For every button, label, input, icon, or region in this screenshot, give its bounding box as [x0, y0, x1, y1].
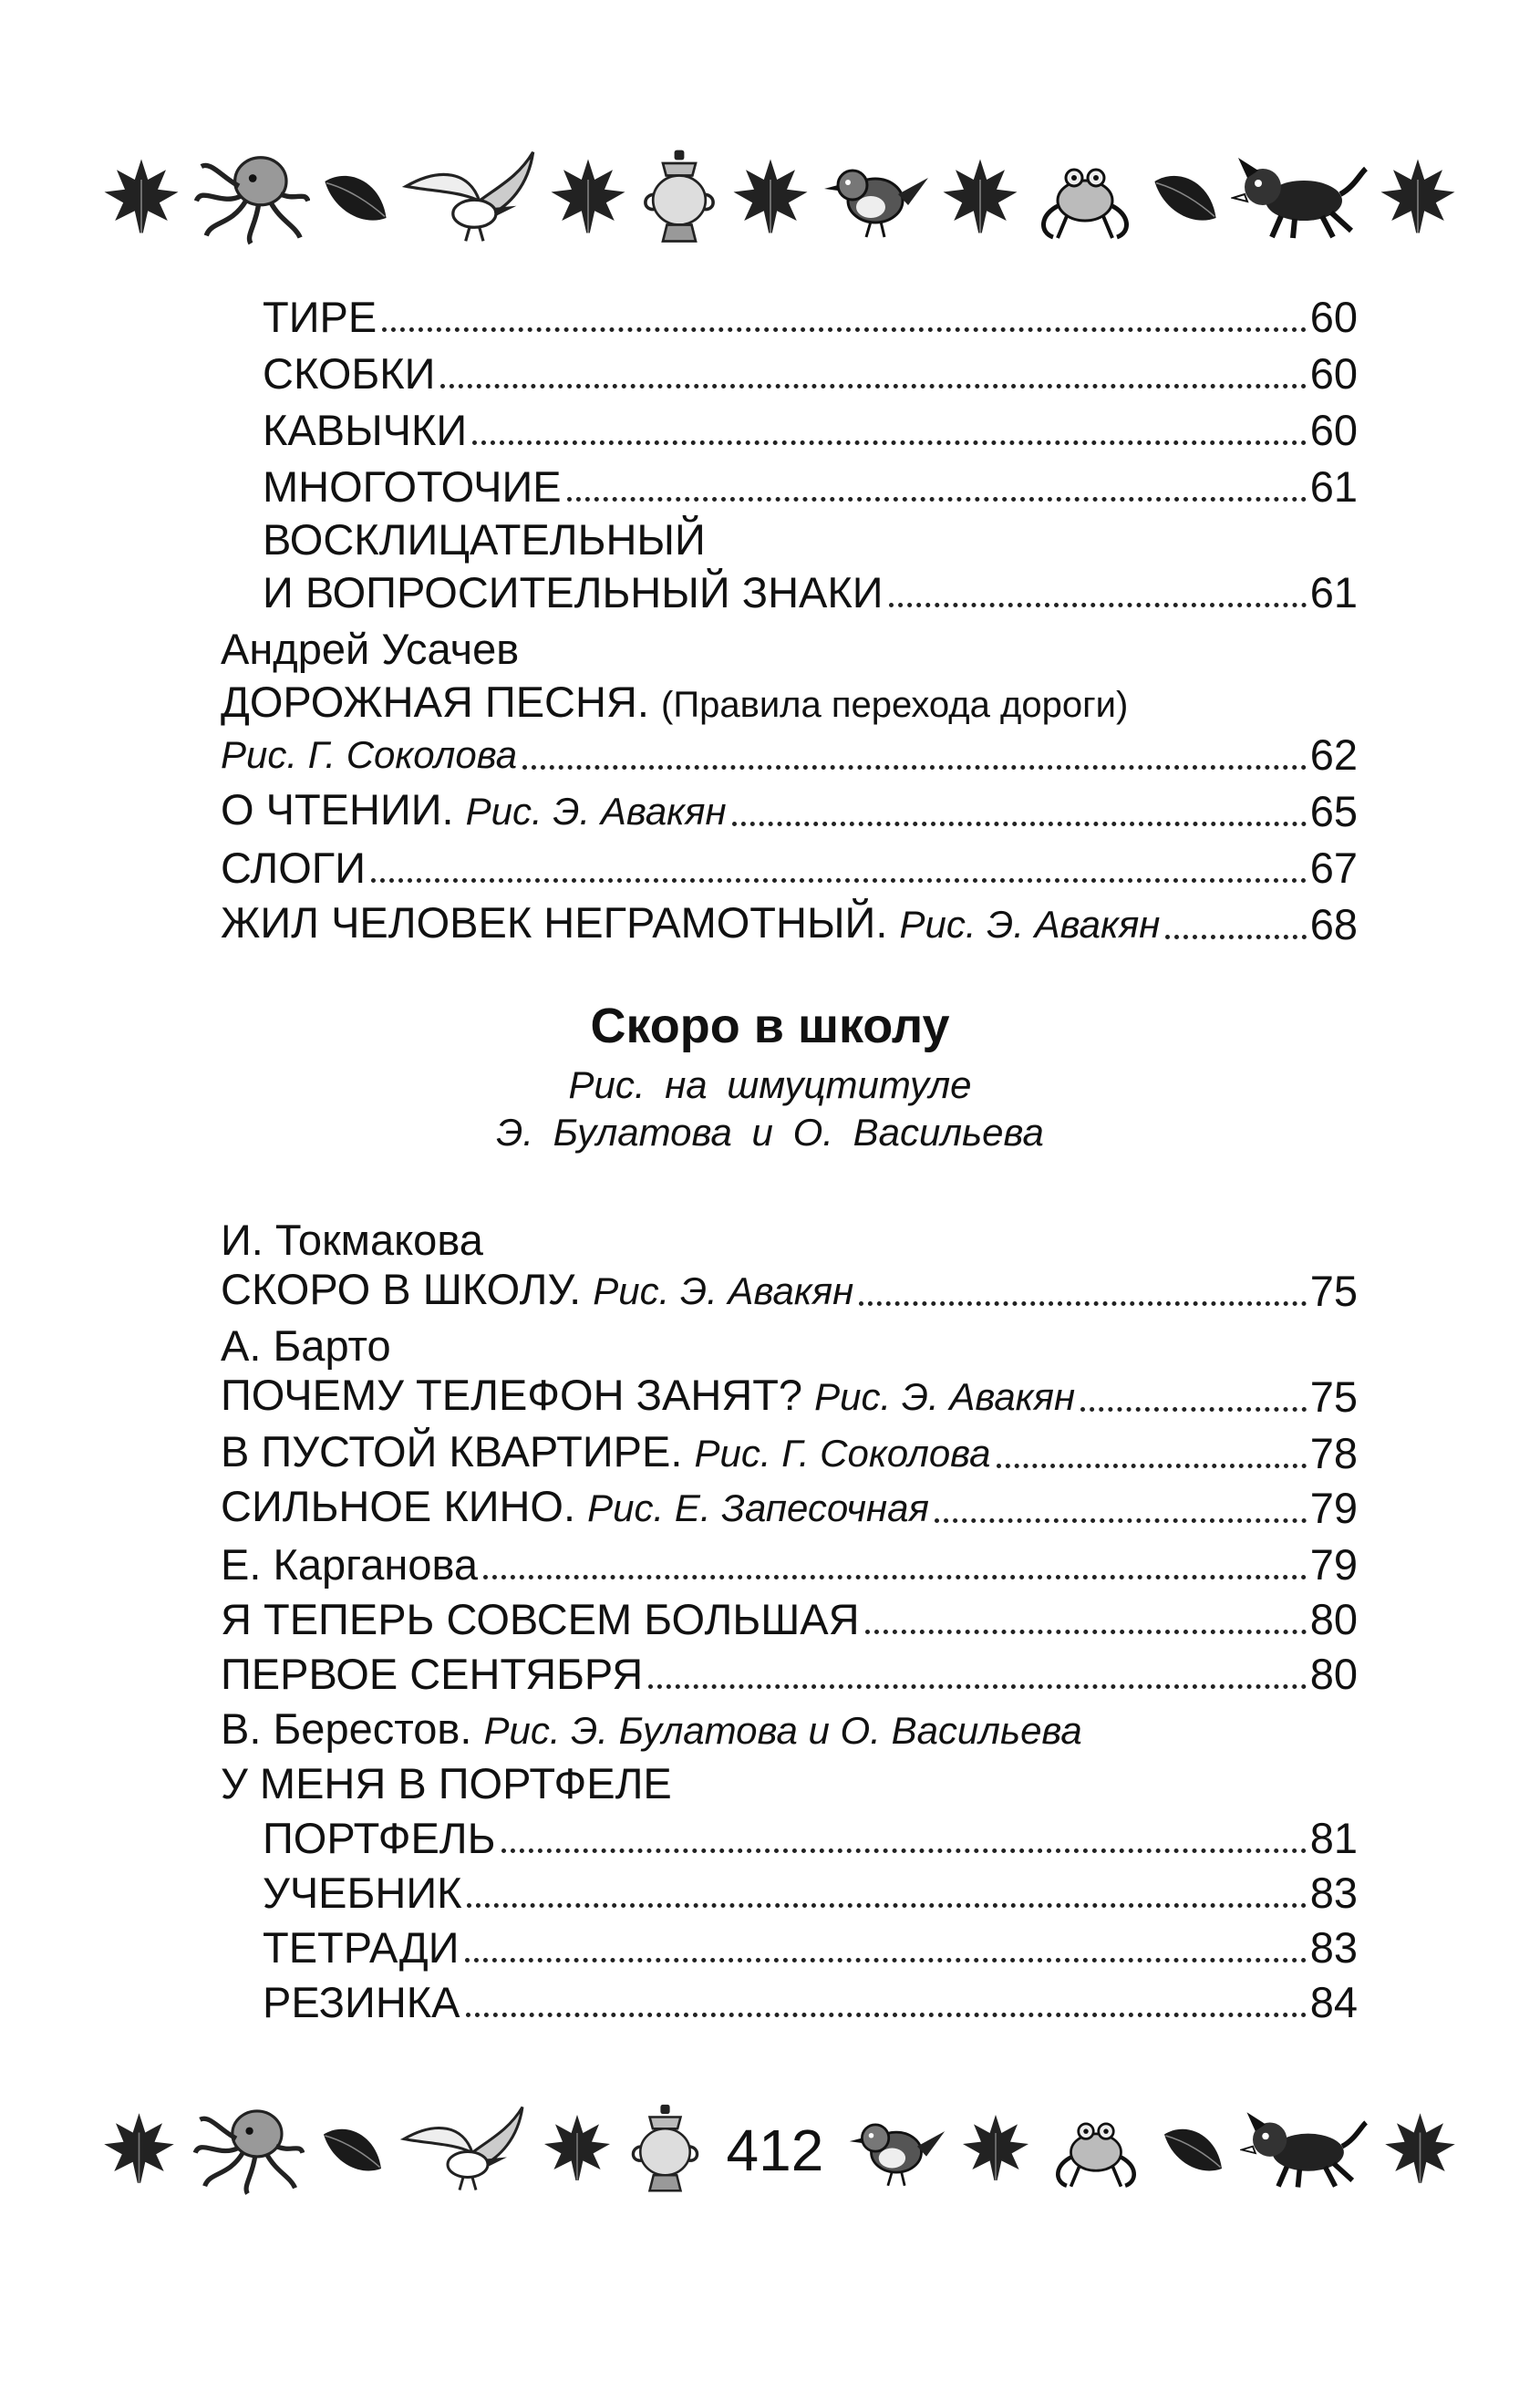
- page-ref: 78: [1309, 1429, 1358, 1477]
- samovar-icon: [638, 146, 720, 246]
- page-ref: 65: [1309, 787, 1358, 835]
- toc-entry: [221, 728, 1358, 782]
- illustrator: Рис. Е. Запесочная: [587, 1486, 929, 1529]
- page-ref: 83: [1309, 1869, 1358, 1917]
- seagull-icon: [399, 2100, 527, 2196]
- page-ref: 83: [1309, 1923, 1358, 1972]
- leaf-icon: [1149, 160, 1222, 233]
- frog-icon: [1046, 2105, 1146, 2191]
- illustrator: Рис. Э. Авакян: [465, 790, 727, 833]
- toc-entry: ТЕТРАДИ 83: [263, 1921, 1358, 1975]
- page-ref: 60: [1309, 293, 1358, 341]
- toc-entry: ПОЧЕМУ ТЕЛЕФОН ЗАНЯТ? Рис. Э. Авакян 75: [221, 1370, 1358, 1424]
- toc-entry: РЕЗИНКА 84: [263, 1975, 1358, 2030]
- page-ref: 84: [1309, 1978, 1358, 2026]
- page-ref: 79: [1309, 1484, 1358, 1532]
- illustrator: Рис. Г. Соколова: [694, 1432, 991, 1475]
- title-note: (Правила перехода дороги): [661, 685, 1129, 725]
- page-ref: 80: [1309, 1650, 1358, 1698]
- leaf-icon: [100, 155, 182, 237]
- dog-icon: [1240, 2105, 1368, 2191]
- author-name: Андрей Усачев: [221, 625, 520, 673]
- page-ref: 81: [1309, 1814, 1358, 1862]
- bird-icon: [846, 2105, 946, 2191]
- leaf-icon: [319, 160, 392, 233]
- illustrator: Рис. Г. Соколова: [221, 733, 518, 776]
- top-ornament-border: [100, 119, 1459, 274]
- dog-icon: [1231, 150, 1368, 242]
- toc-entry: ПОРТФЕЛЬ 81: [263, 1811, 1358, 1866]
- illustrator: Рис. Э. Авакян: [814, 1375, 1076, 1418]
- page-ref: 75: [1309, 1267, 1358, 1315]
- toc-entry: МНОГОТОЧИЕ 61: [263, 460, 1358, 514]
- maple-leaf-icon: [541, 2111, 614, 2184]
- page-ref: 79: [1309, 1540, 1358, 1589]
- toc-entry: СКОБКИ 60: [263, 347, 1358, 401]
- maple-leaf-icon: [547, 155, 629, 237]
- page-ref: 60: [1309, 349, 1358, 398]
- section-subtitle: Рис. на шмуцтитуле: [568, 1063, 972, 1106]
- illustrator: Рис. Э. Авакян: [899, 903, 1161, 946]
- maple-leaf-icon: [729, 155, 811, 237]
- toc-entry: ЖИЛ ЧЕЛОВЕК НЕГРАМОТНЫЙ. Рис. Э. Авакян 68: [221, 897, 1358, 952]
- frog-icon: [1030, 150, 1140, 242]
- octopus-icon: [191, 2100, 305, 2196]
- leaf-icon: [100, 2109, 178, 2187]
- maple-leaf-icon: [1377, 155, 1459, 237]
- toc-entry: УЧЕБНИК 83: [263, 1866, 1358, 1921]
- toc-entry: СИЛЬНОЕ КИНО. Рис. Е. Запесочная 79: [221, 1481, 1358, 1536]
- page-ref: 62: [1309, 730, 1358, 779]
- toc-entry: Е. Карганова 79: [221, 1538, 1358, 1592]
- toc-entry: ТИРЕ 60: [263, 290, 1358, 345]
- octopus-icon: [191, 146, 310, 246]
- maple-leaf-icon: [959, 2111, 1032, 2184]
- section-subtitle: Э. Булатова и О. Васильева: [496, 1111, 1044, 1154]
- author-name: И. Токмакова: [221, 1216, 483, 1264]
- illustrator: Рис. Э. Авакян: [593, 1269, 854, 1312]
- leaf-icon: [1159, 2114, 1227, 2182]
- toc-entry: ПЕРВОЕ СЕНТЯБРЯ 80: [221, 1647, 1358, 1702]
- samovar-icon: [626, 2100, 704, 2196]
- section-title: Скоро в школу: [590, 999, 950, 1053]
- page-ref: 80: [1309, 1595, 1358, 1643]
- seagull-icon: [401, 146, 538, 246]
- bird-icon: [821, 150, 930, 242]
- illustrator: Рис. Э. Булатова и О. Васильева: [483, 1709, 1082, 1752]
- toc-entry: И ВОПРОСИТЕЛЬНЫЙ ЗНАКИ 61: [263, 565, 1358, 620]
- maple-leaf-icon: [1381, 2109, 1459, 2187]
- page-ref: 68: [1309, 900, 1358, 948]
- toc-entry: СКОРО В ШКОЛУ. Рис. Э. Авакян 75: [221, 1264, 1358, 1319]
- page-ref: 60: [1309, 406, 1358, 454]
- page-ref: 75: [1309, 1372, 1358, 1421]
- page-ref: 67: [1309, 844, 1358, 892]
- toc-entry-title-line: ВОСКЛИЦАТЕЛЬНЫЙ: [263, 515, 706, 564]
- maple-leaf-icon: [939, 155, 1021, 237]
- page-ref: 61: [1309, 568, 1358, 616]
- toc-entry-title-line: У МЕНЯ В ПОРТФЕЛЕ: [221, 1759, 672, 1807]
- toc-entry: КАВЫЧКИ 60: [263, 403, 1358, 458]
- page-number: 412: [726, 2118, 824, 2183]
- toc-entry: О ЧТЕНИИ. Рис. Э. Авакян 65: [221, 784, 1358, 839]
- toc-entry: СЛОГИ 67: [221, 841, 1358, 896]
- toc-entry-title-line: ДОРОЖНАЯ ПЕСНЯ. (Правила перехода дороги): [221, 678, 1129, 726]
- author-name: В. Берестов. Рис. Э. Булатова и О. Васильева: [221, 1704, 1082, 1753]
- page-ref: 61: [1309, 462, 1358, 511]
- author-name: А. Барто: [221, 1321, 391, 1370]
- toc-entry: Я ТЕПЕРЬ СОВСЕМ БОЛЬШАЯ 80: [221, 1592, 1358, 1647]
- toc-entry: В ПУСТОЙ КВАРТИРЕ. Рис. Г. Соколова 78: [221, 1426, 1358, 1481]
- leaf-icon: [318, 2114, 387, 2182]
- bottom-ornament-border: [100, 2070, 1459, 2225]
